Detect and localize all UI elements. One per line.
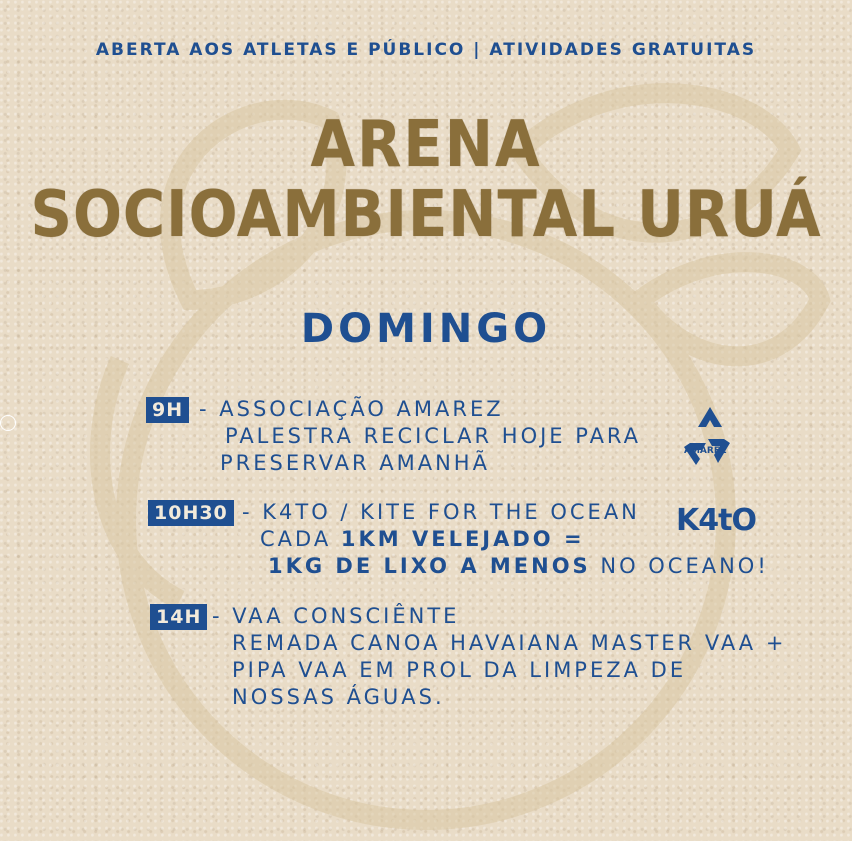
event-line3-post: NO OCEANO!	[590, 554, 769, 578]
event-line3-bold: 1KG DE LIXO A MENOS	[268, 554, 591, 578]
event-dash: -	[212, 604, 223, 628]
amarez-recycle-logo	[680, 405, 740, 467]
event-line1: K4TO / KITE FOR THE OCEAN	[262, 500, 640, 524]
event-dash: -	[242, 500, 253, 524]
carousel-indicator-dot[interactable]	[0, 415, 16, 431]
amarez-logo-label: AMAREZ	[684, 446, 727, 456]
event-title	[199, 397, 504, 421]
event-line1: VAA CONSCIÊNTE	[232, 604, 460, 628]
event-line2-bold: 1KM VELEJADO =	[340, 527, 585, 551]
event-line4: NOSSAS ÁGUAS.	[232, 685, 445, 709]
event-time-badge: 10H30	[148, 500, 234, 526]
page-title-line2: SOCIOAMBIENTAL URUÁ	[30, 178, 822, 252]
header-banner: ABERTA AOS ATLETAS E PÚBLICO | ATIVIDADES GRATUITAS	[95, 40, 757, 60]
event-line2-pre: CADA	[260, 527, 341, 551]
day-heading: DOMINGO	[300, 306, 552, 352]
k4to-logo: K4tO	[676, 503, 756, 538]
event-time-badge: 14H	[150, 604, 207, 630]
event-line3: PRESERVAR AMANHÃ	[220, 451, 490, 475]
event-title	[212, 604, 459, 628]
event-line2	[260, 527, 585, 551]
event-line2: REMADA CANOA HAVAIANA MASTER VAA +	[232, 631, 787, 655]
event-line3	[268, 554, 769, 578]
event-line2: PALESTRA RECICLAR HOJE PARA	[225, 424, 642, 448]
event-time-badge: 9H	[146, 397, 189, 423]
event-line3: PIPA VAA EM PROL DA LIMPEZA DE	[232, 658, 687, 682]
event-line1: ASSOCIAÇÃO AMAREZ	[219, 397, 504, 421]
event-dash: -	[199, 397, 210, 421]
page-title-line1: ARENA	[310, 108, 542, 182]
event-title	[242, 500, 640, 524]
